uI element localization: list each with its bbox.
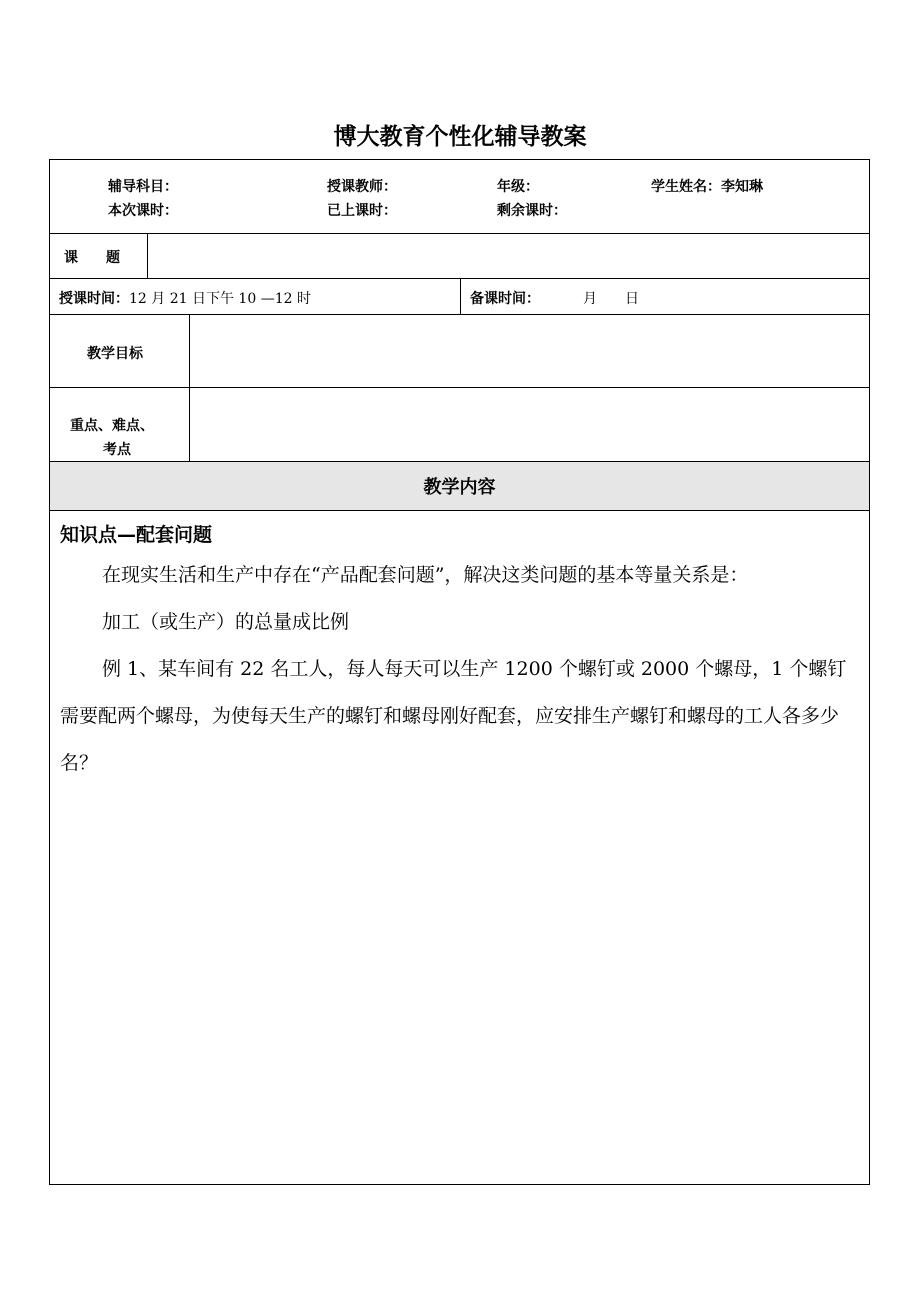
remaining-lessons-label: 剩余课时： xyxy=(497,203,567,219)
divider xyxy=(147,233,148,278)
divider xyxy=(50,233,869,234)
keypoints-label-line1: 重点、难点、 xyxy=(70,418,154,434)
prep-time-value: 月 日 xyxy=(583,291,639,307)
grade-label: 年级： xyxy=(497,179,539,195)
section-title: 知识点—配套问题 xyxy=(60,524,213,546)
page-title: 博大教育个性化辅导教案 xyxy=(333,124,587,150)
taken-lessons-label: 已上课时： xyxy=(327,203,397,219)
paragraph: 在现实生活和生产中存在“产品配套问题”，解决这类问题的基本等量关系是： xyxy=(102,564,749,586)
content-header: 教学内容 xyxy=(423,477,496,498)
lesson-plan-table xyxy=(49,159,870,1185)
divider xyxy=(50,510,869,511)
class-time-field xyxy=(59,288,311,308)
this-lesson-label: 本次课时： xyxy=(108,203,178,219)
example-paragraph: 例 1、某车间有 22 名工人，每人每天可以生产 1200 个螺钉或 2000 个螺母，1 个螺钉需要配两个螺母，为使每天生产的螺钉和螺母刚好配套，应安排生产螺钉和螺母的工人各多少名？ xyxy=(60,658,847,774)
topic-label: 课 题 xyxy=(64,250,120,266)
goals-label: 教学目标 xyxy=(87,346,143,362)
divider xyxy=(460,278,461,314)
subject-label: 辅导科目： xyxy=(108,179,178,195)
student-name: 李知琳 xyxy=(721,179,763,195)
paragraph: 加工（或生产）的总量成比例 xyxy=(102,611,350,633)
divider xyxy=(50,461,869,462)
teacher-label: 授课教师： xyxy=(327,179,397,195)
student-name-field xyxy=(651,176,763,196)
divider xyxy=(50,387,869,388)
class-time-value: 12 月 21 日下午 10 —12 时 xyxy=(129,291,311,307)
content-body xyxy=(60,520,860,787)
prep-time-label: 备课时间： xyxy=(470,291,540,307)
keypoints-label-line2: 考点 xyxy=(103,442,131,458)
divider xyxy=(50,314,869,315)
class-time-label: 授课时间： xyxy=(59,291,129,307)
student-label: 学生姓名： xyxy=(651,179,721,195)
